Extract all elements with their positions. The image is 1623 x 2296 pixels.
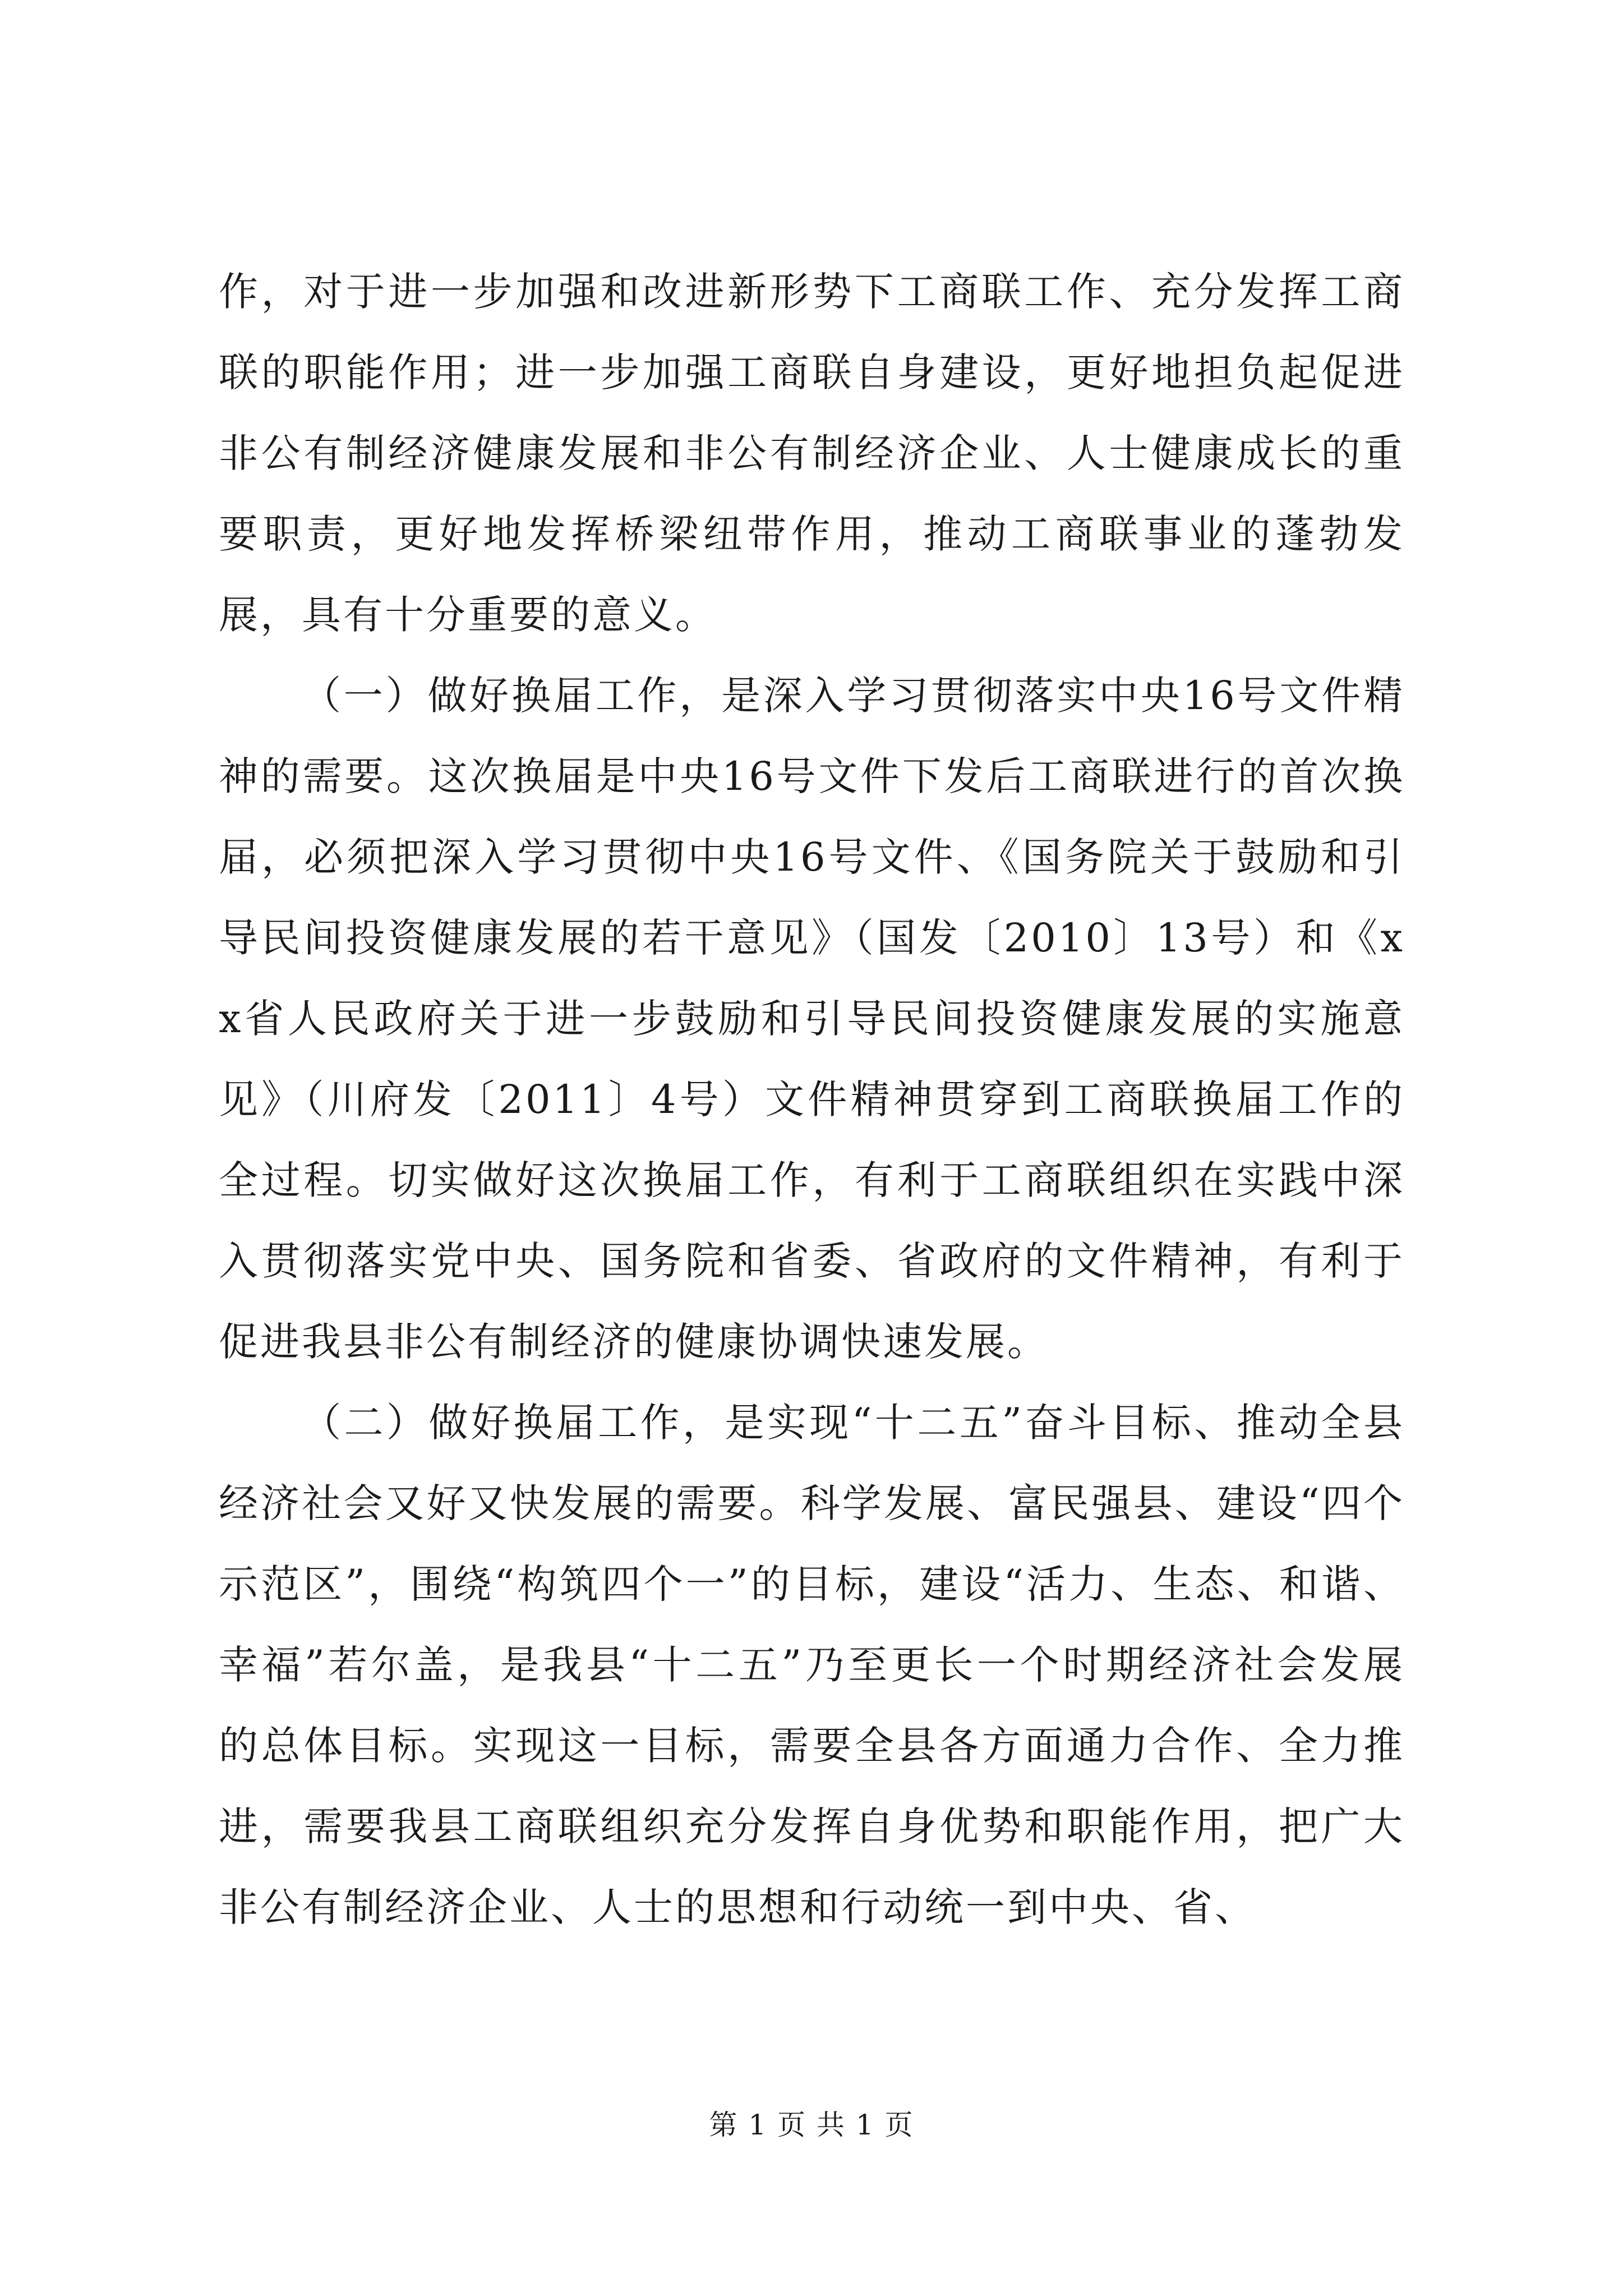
page-footer: 第 1 页 共 1 页 [709, 2109, 914, 2141]
paragraph-section-2: （二）做好换届工作，是实现“十二五”奋斗目标、推动全县经济社会又好又快发展的需要。科学发展、富民强县、建设“四个示范区”，围绕“构筑四个一”的目标，建设“活力、生态、和谐、幸福”若尔盖，是我县“十二五”乃至更长一个时期经济社会发展的总体目标。实现这一目标，需要全县各方面通力合作、全力推进，需要我县工商联组织充分发挥自身优势和职能作用，把广大非公有制经济企业、人士的思想和行动统一到中央、省、 [219, 1400, 1405, 1930]
paragraph-section-1: （一）做好换届工作，是深入学习贯彻落实中央16号文件精神的需要。这次换届是中央16号文件下发后工商联进行的首次换届，必须把深入学习贯彻中央16号文件、《国务院关于鼓励和引导民间投资健康发展的若干意见》（国发〔2010〕13号）和《xx省人民政府关于进一步鼓励和引导民间投资健康发展的实施意见》（川府发〔2011〕4号）文件精神贯穿到工商联换届工作的全过程。切实做好这次换届工作，有利于工商联组织在实践中深入贯彻落实党中央、国务院和省委、省政府的文件精神，有利于促进我县非公有制经济的健康协调快速发展。 [219, 673, 1405, 1365]
document-body [219, 251, 1405, 1948]
paragraph-continuation: 作，对于进一步加强和改进新形势下工商联工作、充分发挥工商联的职能作用；进一步加强工商联自身建设，更好地担负起促进非公有制经济健康发展和非公有制经济企业、人士健康成长的重要职责，更好地发挥桥梁纽带作用，推动工商联事业的蓬勃发展，具有十分重要的意义。 [219, 269, 1405, 638]
